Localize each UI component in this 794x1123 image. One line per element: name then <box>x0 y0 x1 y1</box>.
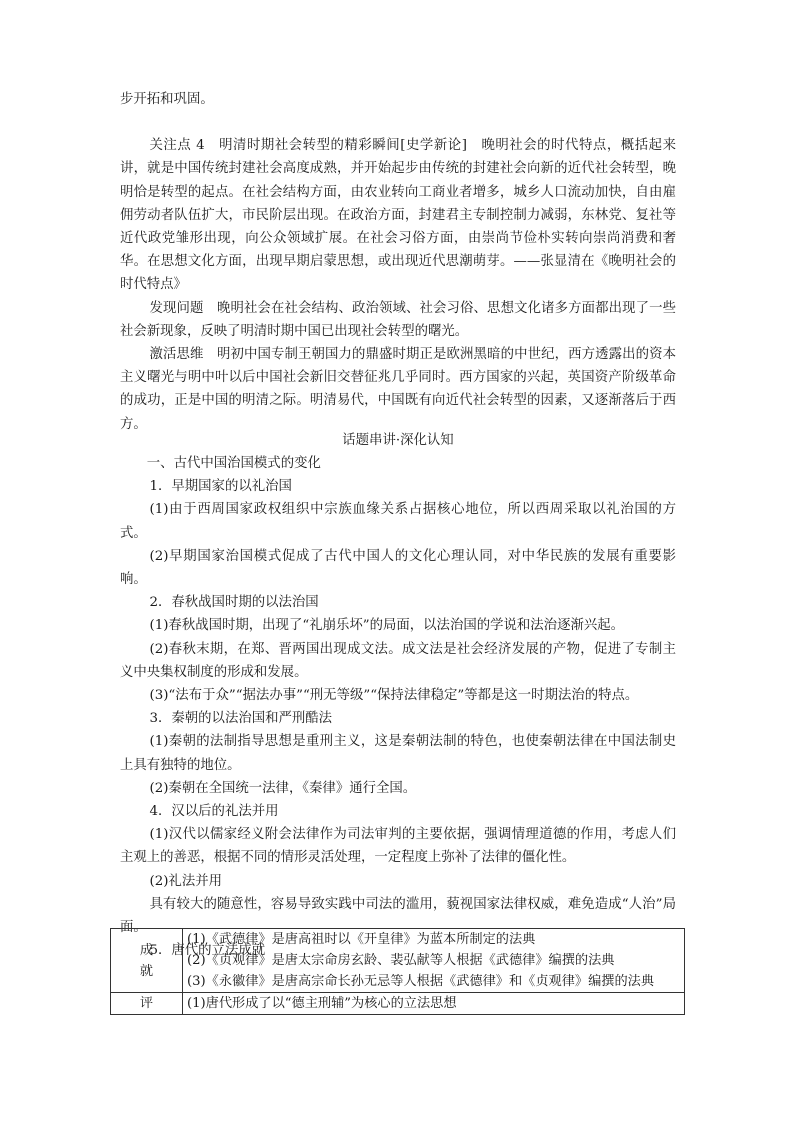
subheading-3: 3．秦朝的以法治国和严刑酷法 <box>149 711 333 727</box>
topic-body <box>120 452 676 962</box>
heading-governance-change: 一、古代中国治国模式的变化 <box>146 456 321 471</box>
item-3-2: (2)秦朝在全国统一法律，《秦律》通行全国。 <box>149 780 417 796</box>
focus-point-4-paragraph: 关注点 4 明清时期社会转型的精彩瞬间[史学新论] 晚明社会的时代特点，概括起来讲，就是中国传统封建社会高度成熟，并开始起步由传统的封建社会向新的近代社会转型，晚明恰是转型的起点。在社会结构方面，由农业转向工商业者增多，城乡人口流动加快，自由雇佣劳动者队伍扩大，市民阶层出现。在政治方面，封建君主专制控制力减弱，东林党、复社等近代政党雏形出现，向公众领域扩展。在社会习俗方面，由崇尚节俭朴实转向崇尚消费和奢华。在思想文化方面，出现早期启蒙思想，或出现近代思潮萌芽。——张显清在《晚明社会的时代特点》 <box>120 138 676 293</box>
subheading-5: 5．唐代的立法成就 <box>149 943 266 959</box>
tang-law-table <box>110 928 685 1015</box>
item-2-3: (3)“法布于众”“据法办事”“刑无等级”“保持法律稳定”等都是这一时期法治的特点。 <box>149 688 639 704</box>
label-char: 就 <box>139 963 154 979</box>
table-row <box>111 929 685 993</box>
subheading-4: 4．汉以后的礼法并用 <box>149 804 279 820</box>
item-3-1: (1)秦朝的法制指导思想是重刑主义，这是秦朝法制的特色，也使秦朝法律在中国法制史上具有独特的地位。 <box>120 734 676 773</box>
table-line: (1)唐代形成了以“德主刑辅”为核心的立法思想 <box>187 996 457 1011</box>
label-char: 成 <box>139 942 154 958</box>
achievement-cell <box>183 929 685 993</box>
discover-question-paragraph: 发现问题 晚明社会在社会结构、政治领域、社会习俗、思想文化诸多方面都出现了一些社会新现象，反映了明清时期中国已出现社会转型的曙光。 <box>120 300 676 339</box>
table-line: (1)《武德律》是唐高祖时以《开皇律》为蓝本所制定的法典 <box>187 932 536 947</box>
activate-thinking-paragraph: 激活思维 明初中国专制王朝国力的鼎盛时期正是欧洲黑暗的中世纪，西方透露出的资本主义曙光与明中叶以后中国社会新旧交替征兆几乎同时。西方国家的兴起，英国资产阶级革命的成功，正是中国的明清之际。明清易代，中国既有向近代社会转型的因素，又逐渐落后于西方。 <box>120 347 676 432</box>
evaluation-cell <box>183 993 685 1015</box>
table-row <box>111 993 685 1015</box>
item-1-2: (2)早期国家治国模式促成了古代中国人的文化心理认同，对中华民族的发展有重要影响。 <box>120 548 676 588</box>
item-1-1: (1)由于西周国家政权组织中宗族血缘关系占据核心地位，所以西周采取以礼治国的方式。 <box>120 502 676 541</box>
row-label-achievement <box>111 929 183 993</box>
item-4-2: (2)礼法并用 <box>149 873 222 889</box>
subheading-1: 1．早期国家的以礼治国 <box>149 479 292 495</box>
item-2-2: (2)春秋末期，在郑、晋两国出现成文法。成文法是社会经济发展的产物，促进了专制主义中央集权制度的形成和发展。 <box>120 641 676 680</box>
section-title: 话题串讲·深化认知 <box>342 433 454 448</box>
row-label-evaluation: 评 <box>111 993 183 1015</box>
item-4-1: (1)汉代以儒家经义附会法律作为司法审判的主要依据，强调情理道德的作用，考虑人们主观上的善恶，根据不同的情形灵活处理，一定程度上弥补了法律的僵化性。 <box>120 827 676 866</box>
item-2-1: (1)春秋战国时期，出现了“礼崩乐坏”的局面，以法治国的学说和法治逐渐兴起。 <box>149 618 625 634</box>
continued-line: 步开拓和巩固。 <box>120 92 214 107</box>
table-line: (3)《永徽律》是唐高宗命长孙无忌等人根据《武德律》和《贞观律》编撰的法典 <box>187 974 655 989</box>
upper-text-block <box>120 88 676 436</box>
table-line: (2)《贞观律》是唐太宗命房玄龄、裴弘献等人根据《武德律》编撰的法典 <box>187 953 615 968</box>
subheading-2: 2．春秋战国时期的以法治国 <box>149 595 319 611</box>
item-4-3: 具有较大的随意性，容易导致实践中司法的滥用，藐视国家法律权威，难免造成“人治”局面。 <box>120 896 676 936</box>
